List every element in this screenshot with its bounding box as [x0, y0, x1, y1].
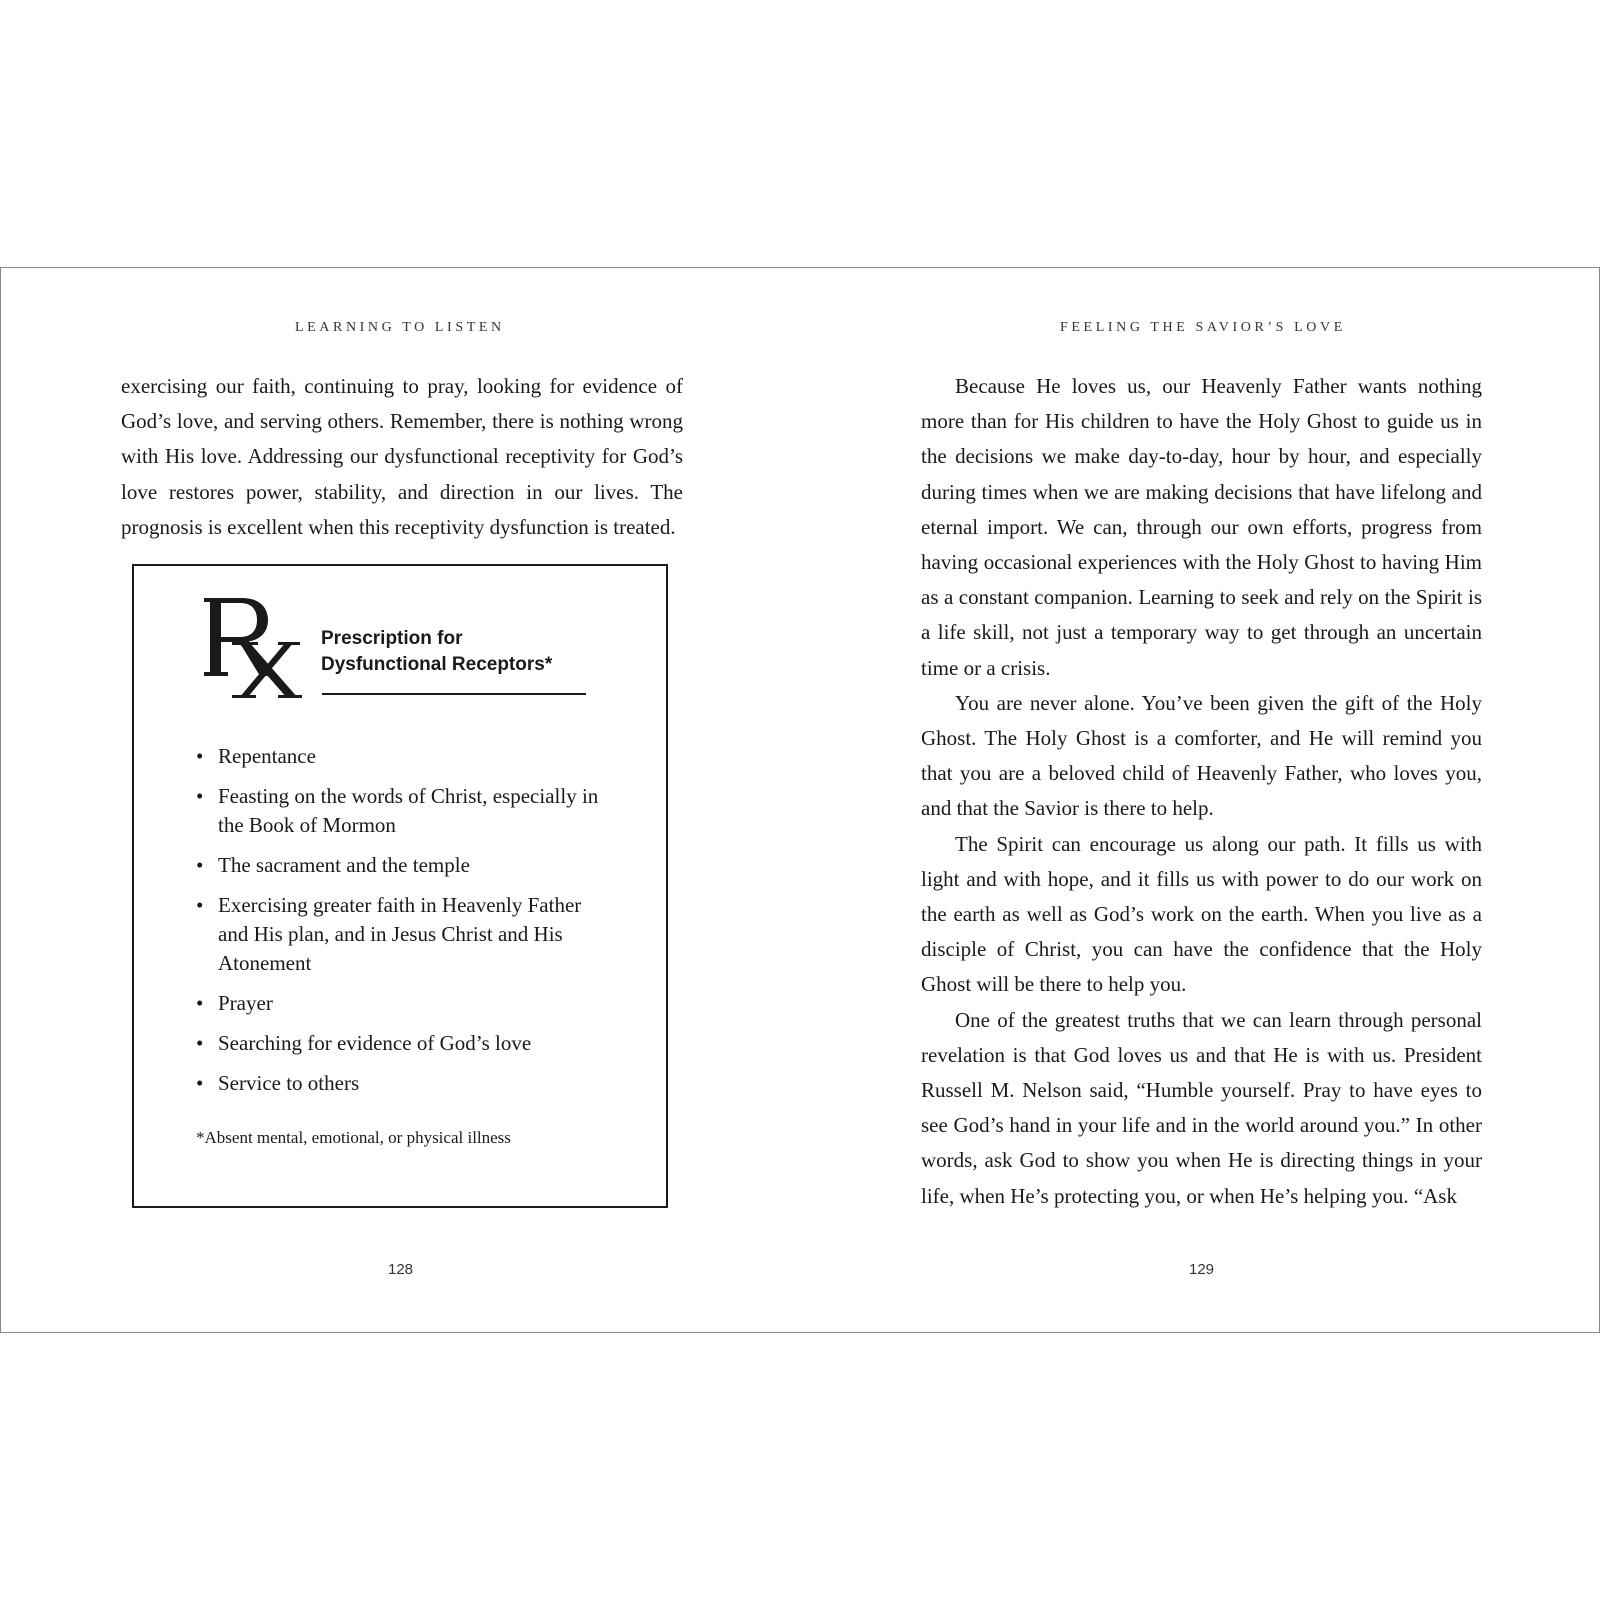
list-item: [196, 1069, 616, 1098]
bullet-icon: •: [196, 1071, 204, 1095]
bullet-icon: •: [196, 991, 204, 1015]
prescription-list: [196, 742, 616, 1109]
list-item: [196, 989, 616, 1018]
bullet-icon: •: [196, 853, 204, 877]
title-underline: [322, 693, 586, 695]
list-item-text: Feasting on the words of Christ, especially in the Book of Mormon: [218, 784, 599, 837]
prescription-box: [132, 564, 668, 1208]
footnote: *Absent mental, emotional, or physical illness: [196, 1128, 511, 1147]
list-item-text: Prayer: [218, 991, 273, 1015]
paragraph: Because He loves us, our Heavenly Father wants nothing more than for His children to have the Holy Ghost to guide us in the decisions we make day-to-day, hour by hour, and especially during times when we are making decisions that have lifelong and eternal import. We can, through our own efforts, progress from having occasional experiences with the Holy Ghost to having Him as a constant companion. Learning to seek and rely on the Spirit is a life skill, not just a temporary way to get through an uncertain time or a crisis.: [921, 374, 1482, 680]
list-item-text: Repentance: [218, 744, 316, 768]
page-number-left: 128: [388, 1261, 414, 1278]
rx-symbol-icon: [202, 592, 302, 704]
left-body-text: [121, 369, 683, 545]
list-item-text: Exercising greater faith in Heavenly Father and His plan, and in Jesus Christ and His Atonement: [218, 893, 582, 975]
right-page: [801, 268, 1599, 1332]
list-item: [196, 891, 616, 978]
bullet-icon: •: [196, 784, 204, 808]
prescription-title-line2: Dysfunctional Receptors*: [321, 654, 553, 675]
list-item: [196, 851, 616, 880]
list-item-text: The sacrament and the temple: [218, 853, 470, 877]
paragraph: The Spirit can encourage us along our path. It fills us with light and with hope, and it fills us with power to do our work on the earth as well as God’s work on the earth. When you live as a disciple of Christ, you can have the confidence that the Holy Ghost will be there to help you.: [921, 831, 1482, 997]
book-spread: [0, 267, 1600, 1333]
page-number-right: 129: [1189, 1261, 1215, 1278]
prescription-title-line1: Prescription for: [321, 628, 463, 649]
list-item-text: Searching for evidence of God’s love: [218, 1031, 532, 1055]
left-page: [1, 268, 801, 1332]
list-item-text: Service to others: [218, 1071, 360, 1095]
prescription-title: [321, 626, 591, 678]
list-item: [196, 782, 616, 840]
bullet-icon: •: [196, 893, 204, 917]
paragraph: One of the greatest truths that we can learn through personal revelation is that God loves us and that He is with us. President Russell M. Nelson said, “Humble yourself. Pray to have eyes to see God’s hand in your life and in the world around you.” In other words, ask God to show you when He is directing things in your life, when He’s protecting you, or when He’s helping you. “Ask: [921, 1007, 1482, 1208]
list-item: [196, 742, 616, 771]
list-item: [196, 1029, 616, 1058]
running-head-left: LEARNING TO LISTEN: [295, 320, 505, 335]
right-body-text: [921, 369, 1482, 1214]
paragraph: exercising our faith, continuing to pray, looking for evidence of God’s love, and serving others. Remember, there is nothing wrong with His love. Addressing our dysfunctional receptivity for God’s love restores power, stability, and direction in our lives. The prognosis is excellent when this receptivity dysfunction is treated.: [121, 374, 683, 539]
bullet-icon: •: [196, 744, 204, 768]
running-head-right: FEELING THE SAVIOR’S LOVE: [1060, 320, 1346, 335]
bullet-icon: •: [196, 1031, 204, 1055]
paragraph: You are never alone. You’ve been given the gift of the Holy Ghost. The Holy Ghost is a comforter, and He will remind you that you are a beloved child of Heavenly Father, who loves you, and that the Savior is there to help.: [921, 690, 1482, 821]
